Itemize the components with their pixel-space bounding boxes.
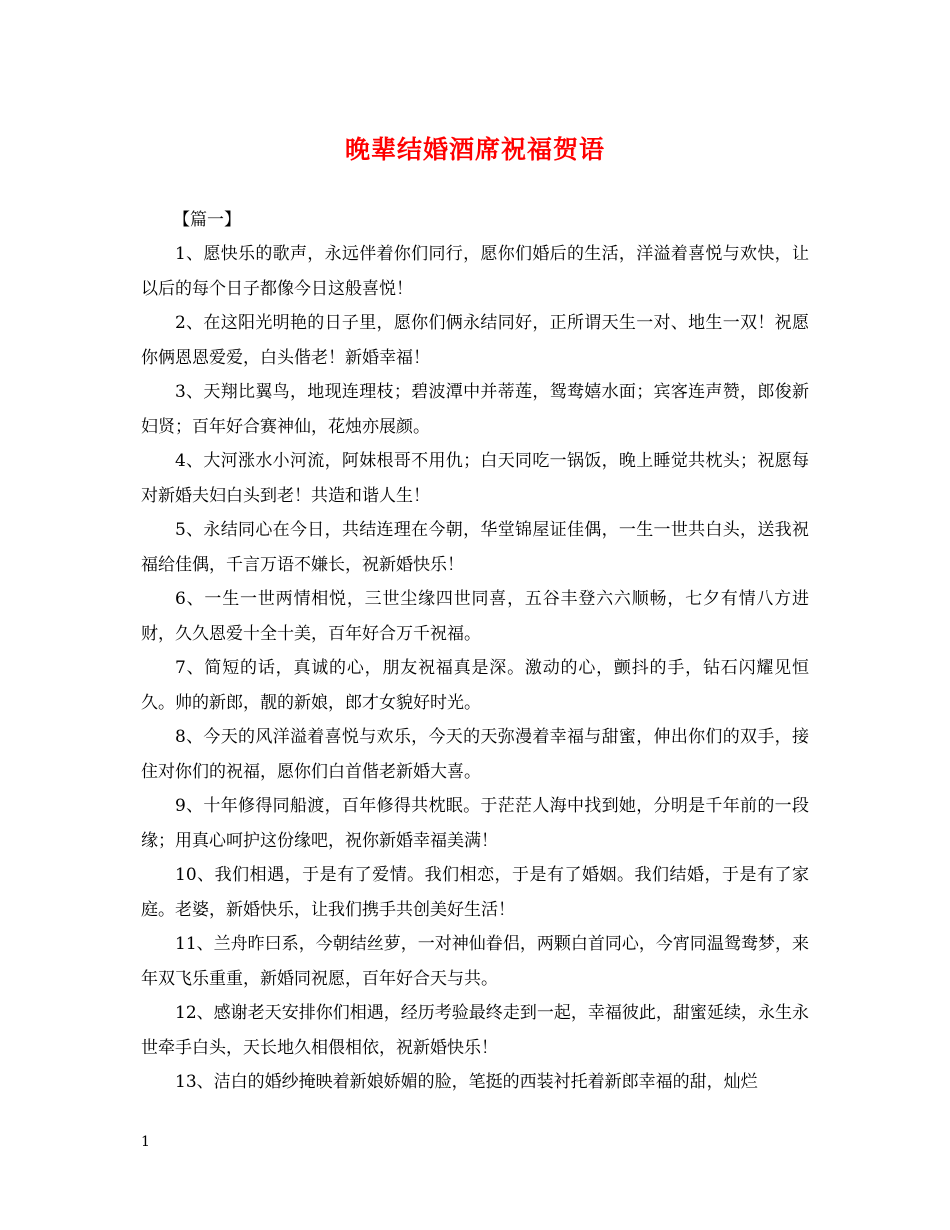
paragraph: 11、兰舟昨曰系，今朝结丝萝，一对神仙眷侣，两颗白首同心，今宵同温鸳鸯梦，来年双飞乐重重，新婚同祝愿，百年好合天与共。 [141,934,809,989]
paragraph: 13、洁白的婚纱掩映着新娘娇媚的脸，笔挺的西装衬托着新郎幸福的甜，灿烂 [175,1072,758,1092]
paragraph: 10、我们相遇，于是有了爱情。我们相恋，于是有了婚姻。我们结婚，于是有了家庭。老婆，新婚快乐，让我们携手共创美好生活！ [141,865,809,920]
paragraph: 12、感谢老天安排你们相遇，经历考验最终走到一起，幸福彼此，甜蜜延续，永生永世牵手白头，天长地久相偎相依，祝新婚快乐！ [141,1003,809,1058]
paragraph: 8、今天的风洋溢着喜悦与欢乐，今天的天弥漫着幸福与甜蜜，伸出你们的双手，接住对你们的祝福，愿你们白首偕老新婚大喜。 [141,727,809,782]
paragraph: 3、天翔比翼鸟，地现连理枝；碧波潭中并蒂莲，鸳鸯嬉水面；宾客连声赞，郎俊新妇贤；百年好合赛神仙，花烛亦展颜。 [141,382,809,437]
document-body [141,237,809,1100]
paragraph: 4、大河涨水小河流，阿妹根哥不用仇；白天同吃一锅饭，晚上睡觉共枕头；祝愿每对新婚夫妇白头到老！共造和谐人生！ [141,451,809,506]
paragraph: 6、一生一世两情相悦，三世尘缘四世同喜，五谷丰登六六顺畅，七夕有情八方进财，久久恩爱十全十美，百年好合万千祝福。 [141,589,809,644]
paragraph: 5、永结同心在今日，共结连理在今朝，华堂锦屋证佳偶，一生一世共白头，送我祝福给佳偶，千言万语不嫌长，祝新婚快乐！ [141,520,809,575]
paragraph: 9、十年修得同船渡，百年修得共枕眠。于茫茫人海中找到她，分明是千年前的一段缘；用真心呵护这份缘吧，祝你新婚幸福美满！ [141,796,809,851]
paragraph: 1、愿快乐的歌声，永远伴着你们同行，愿你们婚后的生活，洋溢着喜悦与欢快，让以后的每个日子都像今日这般喜悦！ [141,244,809,299]
paragraph: 7、简短的话，真诚的心，朋友祝福真是深。激动的心，颤抖的手，钻石闪耀见恒久。帅的新郎，靓的新娘，郎才女貌好时光。 [141,658,809,713]
section-label: 【篇一】 [173,210,241,230]
page-number: 1 [141,1134,150,1150]
document-title: 晚辈结婚酒席祝福贺语 [344,135,605,164]
paragraph: 2、在这阳光明艳的日子里，愿你们俩永结同好，正所谓天生一对、地生一双！祝愿你俩恩恩爱爱，白头偕老！新婚幸福！ [141,313,809,368]
